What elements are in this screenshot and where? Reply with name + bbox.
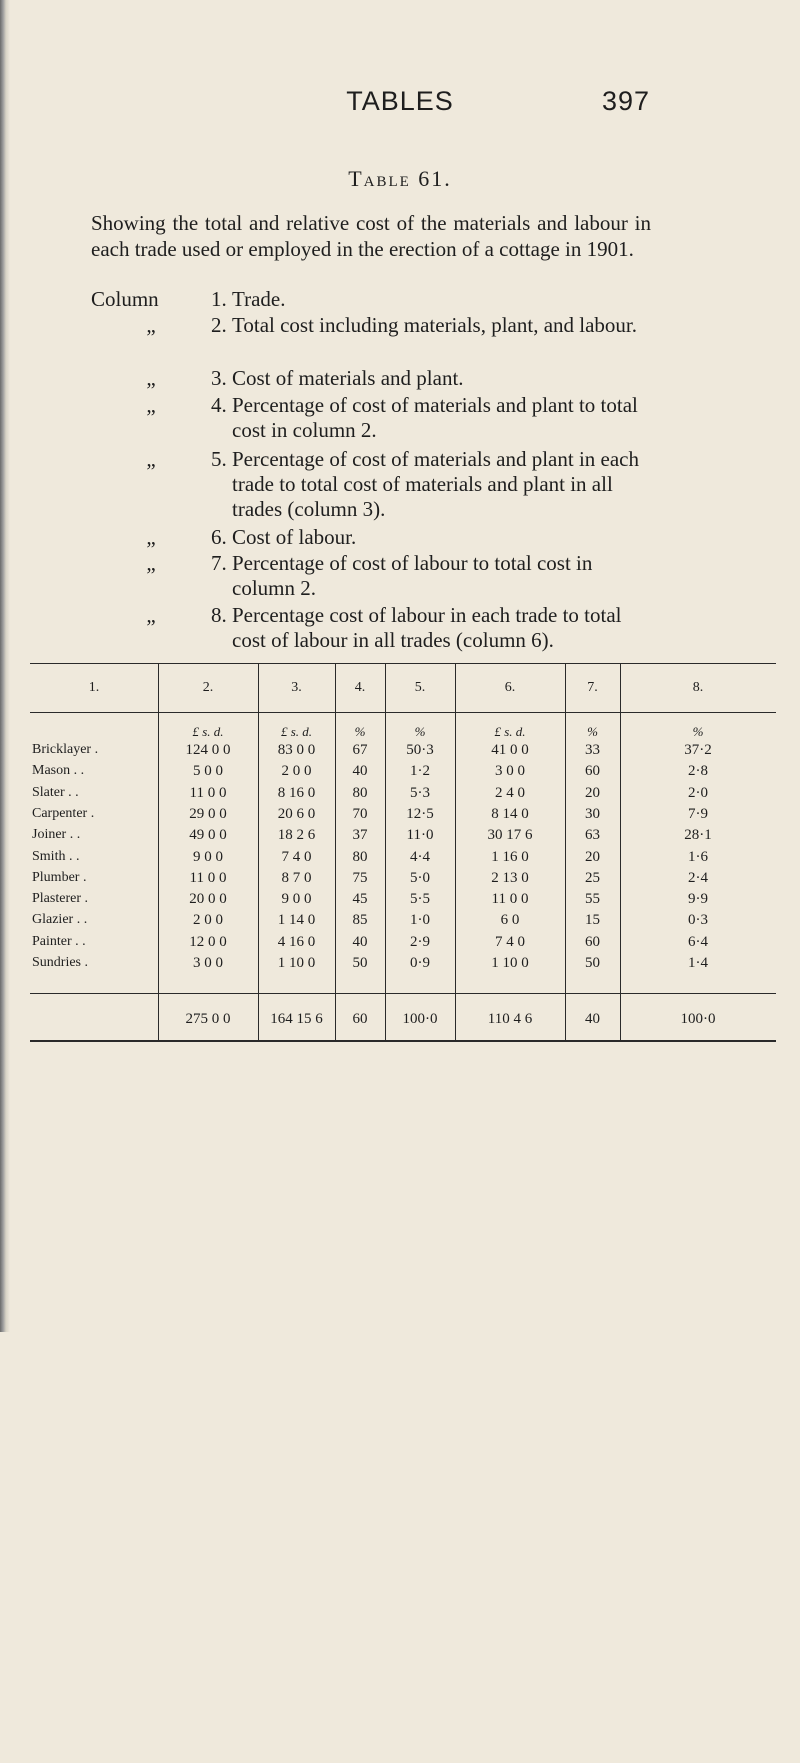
table-cell: 9 0 0	[193, 848, 223, 865]
table-cell: 30 17 6	[487, 827, 533, 844]
table-cell: 2·8	[688, 763, 708, 780]
unit-label: %	[692, 724, 704, 739]
table-cell: 9 0 0	[281, 891, 312, 908]
table-cell: 1 16 0	[491, 848, 529, 865]
table-cell: 11 0 0	[189, 869, 227, 886]
table-cell: 63	[585, 827, 600, 844]
table-cell: 5·5	[410, 891, 430, 908]
table-cell: 9·9	[688, 891, 708, 908]
total-cell: 275 0 0	[185, 1011, 231, 1027]
table-cell: 1 10 0	[277, 955, 316, 971]
column-header: 5.	[414, 680, 426, 695]
table-cell: 5·0	[410, 869, 430, 886]
table-cell: 37·2	[684, 742, 712, 758]
table-cell: 80	[352, 848, 368, 865]
column-number: 6.	[211, 525, 227, 549]
table-cell: 20	[585, 848, 600, 865]
table-cell: 7 4 0	[495, 933, 525, 950]
total-cell: 164 15 6	[270, 1011, 323, 1027]
trade-name: Bricklayer .	[32, 742, 99, 757]
table-cell: 15	[585, 912, 600, 929]
table-cell: 85	[352, 912, 368, 929]
unit-label: £ s. d.	[280, 724, 313, 739]
body-bottom-rule	[30, 993, 776, 994]
table-cell: 50	[585, 955, 600, 971]
table-cell: 83 0 0	[277, 742, 316, 758]
table-cell: 2·4	[688, 869, 708, 886]
table-cell: 12·5	[406, 805, 434, 822]
page-binding-edge	[0, 0, 10, 1332]
table-cell: 5·3	[410, 784, 430, 801]
column-text: Percentage of cost of labour to total cost in column 2.	[232, 551, 593, 600]
table-cell: 5 0 0	[193, 763, 223, 780]
table-cell: 18 2 6	[277, 827, 316, 844]
column-text: Total cost including materials, plant, and labour.	[232, 313, 638, 337]
trade-name: Plasterer .	[32, 891, 88, 907]
column-number: 7.	[211, 551, 227, 575]
table-cell: 41 0 0	[491, 742, 529, 758]
table-cell: 4 16 0	[277, 933, 316, 950]
column-header: 4.	[354, 680, 366, 695]
unit-label: £ s. d.	[192, 724, 224, 739]
column-text: Cost of materials and plant.	[232, 366, 464, 390]
table-cell: 20 0 0	[189, 891, 227, 908]
table-cell: 6 0	[500, 912, 520, 929]
column-lead: „	[146, 366, 156, 390]
column-number: 8.	[211, 603, 227, 627]
column-lead: „	[146, 525, 156, 549]
column-lead: „	[146, 551, 156, 575]
total-cell: 100·0	[402, 1011, 438, 1027]
table-cell: 1·2	[410, 763, 430, 780]
running-head	[0, 86, 800, 126]
table-cell: 67	[352, 742, 368, 758]
table-cell: 7 4 0	[281, 848, 312, 865]
unit-label: %	[354, 724, 366, 739]
trade-name: Carpenter .	[32, 805, 95, 821]
table-top-rule	[30, 663, 776, 664]
table-cell: 4·4	[410, 848, 430, 865]
table-cell: 11·0	[406, 827, 434, 844]
total-cell: 110 4 6	[487, 1011, 533, 1027]
table-cell: 8 16 0	[277, 784, 316, 801]
trade-name: Plumber .	[32, 869, 87, 885]
table-cell: 45	[352, 891, 368, 908]
table-cell: 11 0 0	[491, 891, 529, 908]
column-header: 2.	[202, 680, 214, 695]
table-cell: 7·9	[688, 805, 708, 822]
table-cell: 2 0 0	[281, 763, 312, 780]
unit-label: %	[414, 724, 426, 739]
trade-name: Smith . .	[32, 848, 80, 864]
table-cell: 50·3	[406, 742, 434, 758]
table-cell: 3 0 0	[193, 955, 223, 971]
table-cell: 20	[585, 784, 600, 801]
table-cell: 2 4 0	[495, 784, 525, 801]
running-head-title: TABLES	[346, 86, 454, 116]
table-cell: 40	[352, 763, 368, 780]
table-cell: 30	[585, 805, 600, 822]
column-number: 4.	[211, 393, 227, 417]
table-cell: 60	[585, 933, 600, 950]
table-description: Showing the total and relative cost of the materials and labour in each trade used or employed in the erection of a cottage in 1901.	[91, 211, 651, 261]
table-cell: 37	[352, 827, 368, 844]
table-cell: 124 0 0	[185, 742, 231, 758]
column-header: 6.	[504, 680, 516, 695]
unit-label: %	[587, 724, 598, 739]
table-cell: 60	[585, 763, 600, 780]
table-cell: 55	[585, 891, 600, 908]
trade-name: Painter . .	[32, 933, 86, 949]
column-header: 3.	[291, 680, 302, 695]
total-cell: 40	[585, 1011, 600, 1027]
column-lead: „	[146, 393, 156, 417]
trade-name: Sundries .	[32, 955, 88, 970]
table-cell: 1·0	[410, 912, 430, 929]
column-text: Cost of labour.	[232, 525, 357, 549]
table-cell: 2·0	[688, 784, 708, 801]
table-cell: 80	[352, 784, 368, 801]
table-cell: 6·4	[688, 933, 708, 950]
table-cell: 1·4	[688, 955, 708, 971]
trade-name: Slater . .	[32, 784, 79, 800]
table-cell: 2 13 0	[491, 869, 529, 886]
trade-name: Glazier . .	[32, 912, 88, 928]
header-bottom-rule	[30, 712, 776, 713]
column-number: 5.	[211, 447, 227, 471]
table-cell: 2 0 0	[193, 912, 223, 929]
table-cell: 1 14 0	[277, 912, 316, 929]
total-cell: 100·0	[680, 1011, 716, 1027]
table-cell: 25	[585, 869, 600, 886]
table-cell: 28·1	[684, 827, 712, 844]
table-cell: 11 0 0	[189, 784, 227, 801]
table-cell: 49 0 0	[189, 827, 227, 844]
table-cell: 8 14 0	[491, 805, 529, 822]
column-text: Percentage of cost of materials and plant in each trade to total cost of materials and plant in all trades (column 3).	[232, 447, 639, 521]
column-lead: „	[146, 603, 156, 627]
table-cell: 1 10 0	[491, 955, 529, 971]
table-title: Table 61.	[348, 166, 452, 191]
trade-name: Joiner . .	[32, 827, 81, 843]
table-cell: 29 0 0	[189, 805, 227, 822]
column-number: 3.	[211, 366, 227, 390]
column-text: Percentage cost of labour in each trade to total cost of labour in all trades (column 6).	[232, 603, 622, 652]
column-header: 7.	[587, 680, 598, 695]
column-number: 1.	[211, 287, 227, 311]
table-cell: 70	[352, 805, 368, 822]
table-cell: 40	[352, 933, 368, 950]
page-number: 397	[601, 86, 650, 116]
table-cell: 75	[352, 869, 368, 886]
table-cell: 1·6	[688, 848, 708, 865]
trade-name: Mason . .	[32, 763, 85, 779]
column-text: Trade.	[232, 287, 286, 311]
table-cell: 3 0 0	[495, 763, 525, 780]
column-number: 2.	[211, 313, 227, 337]
column-lead: „	[146, 313, 156, 337]
table-bottom-rule	[30, 1040, 776, 1042]
table-cell: 20 6 0	[277, 805, 316, 822]
column-text: Percentage of cost of materials and plant to total cost in column 2.	[232, 393, 638, 442]
cost-table	[30, 663, 776, 1763]
column-header: 1.	[88, 680, 100, 695]
table-cell: 8 7 0	[281, 869, 312, 886]
table-cell: 50	[352, 955, 368, 971]
table-cell: 0·3	[688, 912, 708, 929]
table-cell: 2·9	[410, 933, 430, 950]
column-lead: Column	[91, 287, 159, 311]
table-cell: 12 0 0	[189, 933, 227, 950]
total-cell: 60	[352, 1011, 368, 1027]
unit-label: £ s. d.	[494, 724, 526, 739]
column-header: 8.	[692, 680, 704, 695]
column-lead: „	[146, 447, 156, 471]
table-cell: 33	[585, 742, 600, 758]
table-cell: 0·9	[410, 955, 430, 971]
